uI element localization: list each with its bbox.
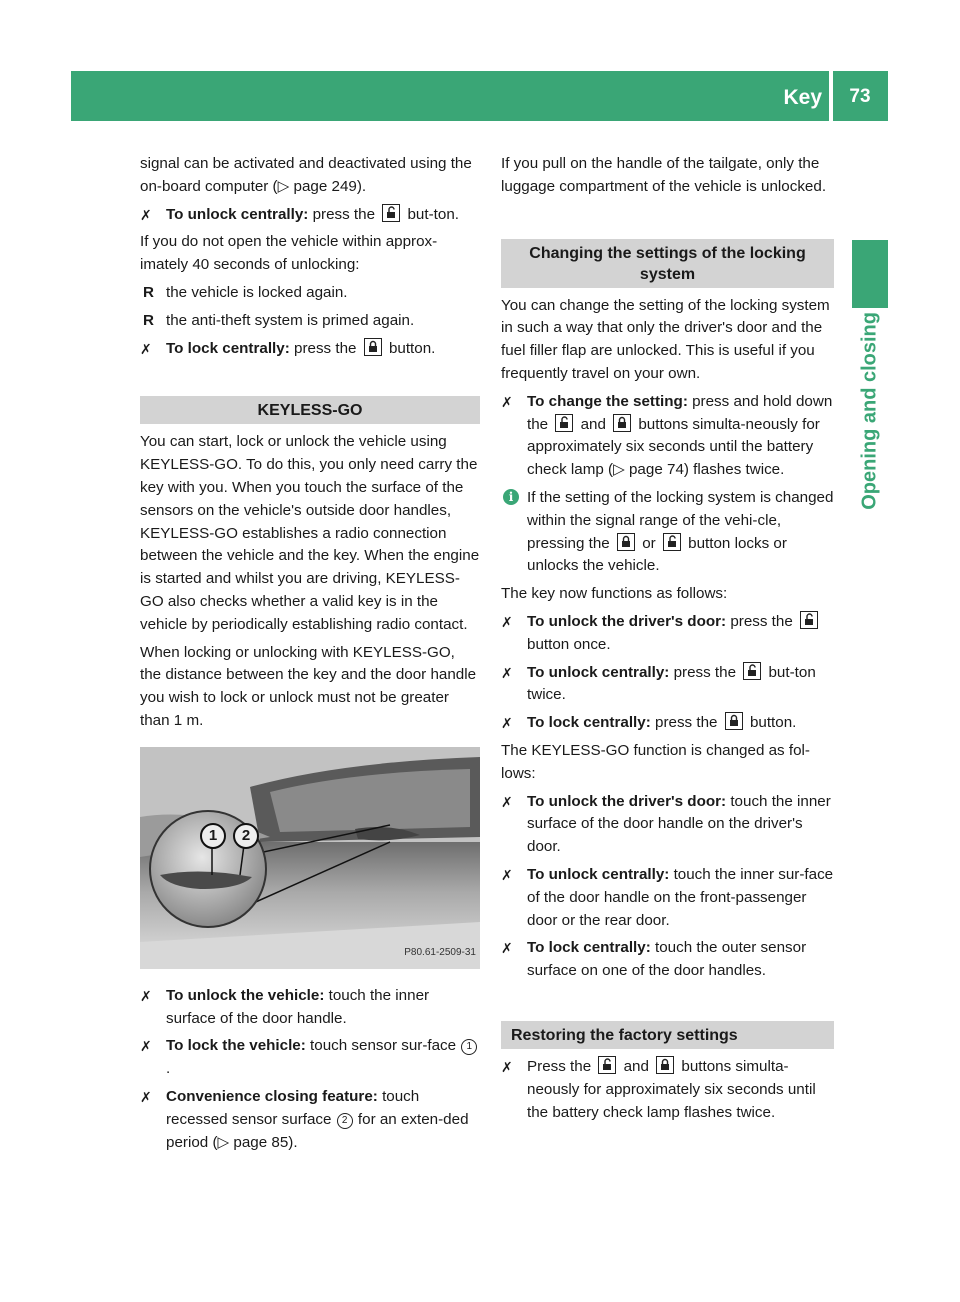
- callout-ref-2: 2: [337, 1113, 353, 1129]
- instruction-text: press the: [308, 205, 380, 223]
- note-text: If the setting of the locking system is changed within the signal range of the vehi-cle, pressing the: [527, 488, 834, 552]
- instruction-text: buttons simulta-neously for approximately six seconds until the battery check lamp flashes twice.: [527, 1057, 816, 1121]
- paragraph: When locking or unlocking with KEYLESS-GO, the distance between the key and the door handle you wish to lock or unlock must not be greater than 1 m.: [140, 643, 477, 729]
- instruction-text: buttons simulta-neously for approximately six seconds until the battery check lamp (▷ page 74) flashes twice.: [527, 415, 820, 479]
- list-item: [140, 282, 480, 305]
- instruction: [501, 1056, 834, 1124]
- instruction: [501, 662, 834, 708]
- instruction-text: but-ton.: [403, 205, 459, 223]
- paragraph: signal can be activated and deactivated using the on-board computer (▷ page 249).: [140, 155, 472, 195]
- list-item: [140, 310, 480, 333]
- instruction-text: touch recessed sensor surface: [166, 1087, 420, 1128]
- instruction-text: touch sensor sur-face: [305, 1037, 461, 1055]
- instruction-text: button.: [745, 714, 797, 732]
- arrow-icon: ✗: [501, 866, 513, 883]
- unlock-icon: [663, 533, 681, 551]
- unlock-icon: [555, 414, 573, 432]
- instruction-label: To unlock the vehicle:: [166, 986, 325, 1004]
- instruction: [140, 204, 480, 227]
- instruction-label: To lock centrally:: [527, 714, 651, 732]
- right-column: [501, 153, 834, 1129]
- instruction-text: touch the outer sensor surface on one of the door handles.: [527, 939, 807, 980]
- paragraph: The KEYLESS-GO function is changed as fol-lows:: [501, 741, 810, 782]
- lock-icon: [617, 533, 635, 551]
- instruction-text: .: [166, 1060, 171, 1078]
- instruction-text: and: [619, 1057, 654, 1075]
- instruction-label: To unlock centrally:: [527, 663, 670, 681]
- instruction-label: To unlock centrally:: [166, 205, 309, 223]
- instruction-text: but-ton twice.: [527, 663, 816, 704]
- note-text: or: [637, 534, 660, 552]
- instruction-text: button.: [384, 339, 436, 357]
- instruction: [501, 712, 834, 735]
- page-title: Key: [783, 86, 822, 109]
- instruction-label: To change the setting:: [527, 392, 688, 410]
- instruction-label: To unlock centrally:: [527, 865, 670, 883]
- info-note: [501, 487, 834, 578]
- arrow-icon: ✗: [140, 987, 152, 1004]
- instruction-text: press and hold down the: [527, 392, 833, 433]
- instruction-label: To unlock the driver's door:: [527, 612, 727, 630]
- instruction-text: press the: [726, 612, 798, 630]
- instruction: [140, 1086, 480, 1154]
- instruction: [501, 864, 834, 932]
- instruction: [501, 937, 834, 983]
- instruction: [140, 985, 480, 1031]
- unlock-icon: [382, 204, 400, 222]
- arrow-icon: ✗: [501, 793, 513, 810]
- lock-icon: [613, 414, 631, 432]
- section-label-text: Opening and closing: [858, 312, 881, 510]
- door-handle-illustration: [140, 747, 480, 969]
- page-number: 73: [849, 86, 871, 107]
- bullet-marker: R: [143, 311, 154, 329]
- instruction: [140, 1035, 480, 1081]
- arrow-icon: ✗: [140, 1088, 152, 1105]
- instruction: [501, 611, 834, 657]
- instruction-text: press the: [289, 339, 361, 357]
- paragraph: If you pull on the handle of the tailgate, only the luggage compartment of the vehicle is unlocked.: [501, 155, 827, 195]
- arrow-icon: ✗: [140, 340, 152, 357]
- arrow-icon: ✗: [501, 940, 513, 957]
- instruction-text: button once.: [527, 635, 611, 653]
- list-item-text: the vehicle is locked again.: [166, 283, 348, 301]
- instruction-text: press the: [669, 663, 741, 681]
- callout-1: 1: [200, 823, 226, 849]
- section-heading: KEYLESS-GO: [140, 396, 480, 424]
- instruction: [501, 391, 834, 482]
- lock-icon: [364, 338, 382, 356]
- instruction: [140, 338, 480, 361]
- instruction-text: touch the inner sur-face of the door handle on the front-passenger door or the rear door.: [527, 865, 834, 929]
- instruction-label: Convenience closing feature:: [166, 1087, 378, 1105]
- instruction-text: and: [576, 415, 611, 433]
- instruction-text: for an exten-ded period (▷ page 85).: [166, 1110, 469, 1151]
- paragraph: You can change the setting of the locking system in such a way that only the driver's door and the fuel filler flap are unlocked. This is useful if you frequently travel on your own.: [501, 296, 830, 382]
- note-text: button locks or unlocks the vehicle.: [527, 534, 787, 575]
- left-column: [140, 153, 480, 1159]
- instruction-text: press the: [650, 714, 722, 732]
- section-heading: Changing the settings of the locking system: [501, 239, 834, 288]
- paragraph: The key now functions as follows:: [501, 585, 728, 603]
- arrow-icon: ✗: [140, 206, 152, 223]
- instruction-text: touch the inner surface of the door handle on the driver's door.: [527, 792, 831, 856]
- photo-code: P80.61-2509-31: [404, 946, 476, 958]
- arrow-icon: ✗: [501, 393, 513, 410]
- instruction-label: To lock the vehicle:: [166, 1037, 306, 1055]
- unlock-icon: [800, 611, 818, 629]
- instruction-label: To lock centrally:: [166, 339, 290, 357]
- callout-ref-1: 1: [461, 1039, 477, 1055]
- instruction-label: To unlock the driver's door:: [527, 792, 727, 810]
- arrow-icon: ✗: [501, 1058, 513, 1075]
- info-icon: i: [503, 489, 519, 505]
- instruction: [501, 791, 834, 859]
- paragraph: You can start, lock or unlock the vehicle using KEYLESS-GO. To do this, you only need carry the key with you. When you touch the surface of the sensors on the vehicle's outside door handles, KEYLESS-GO establishes a radio connection between the vehicle and the key. When the engine is started and whilst you are driving, KEYLESS-GO also checks whether a valid key is in the vehicle by periodically establishing radio contact.: [140, 433, 480, 633]
- callout-2: 2: [233, 823, 259, 849]
- bullet-marker: R: [143, 283, 154, 301]
- instruction-text: Press the: [527, 1057, 596, 1075]
- unlock-icon: [598, 1056, 616, 1074]
- lock-icon: [656, 1056, 674, 1074]
- instruction-label: To lock centrally:: [527, 939, 651, 957]
- arrow-icon: ✗: [501, 715, 513, 732]
- unlock-icon: [743, 662, 761, 680]
- arrow-icon: ✗: [501, 613, 513, 630]
- header-divider: [829, 71, 833, 121]
- arrow-icon: ✗: [140, 1038, 152, 1055]
- instruction-text: touch the inner surface of the door handle.: [166, 986, 430, 1027]
- section-heading: Restoring the factory settings: [501, 1021, 834, 1049]
- paragraph: If you do not open the vehicle within approx-imately 40 seconds of unlocking:: [140, 233, 438, 274]
- arrow-icon: ✗: [501, 664, 513, 681]
- list-item-text: the anti-theft system is primed again.: [166, 311, 415, 329]
- door-handle-photo: [140, 747, 480, 969]
- lock-icon: [725, 712, 743, 730]
- section-tab: [852, 240, 888, 308]
- section-label: [852, 312, 888, 672]
